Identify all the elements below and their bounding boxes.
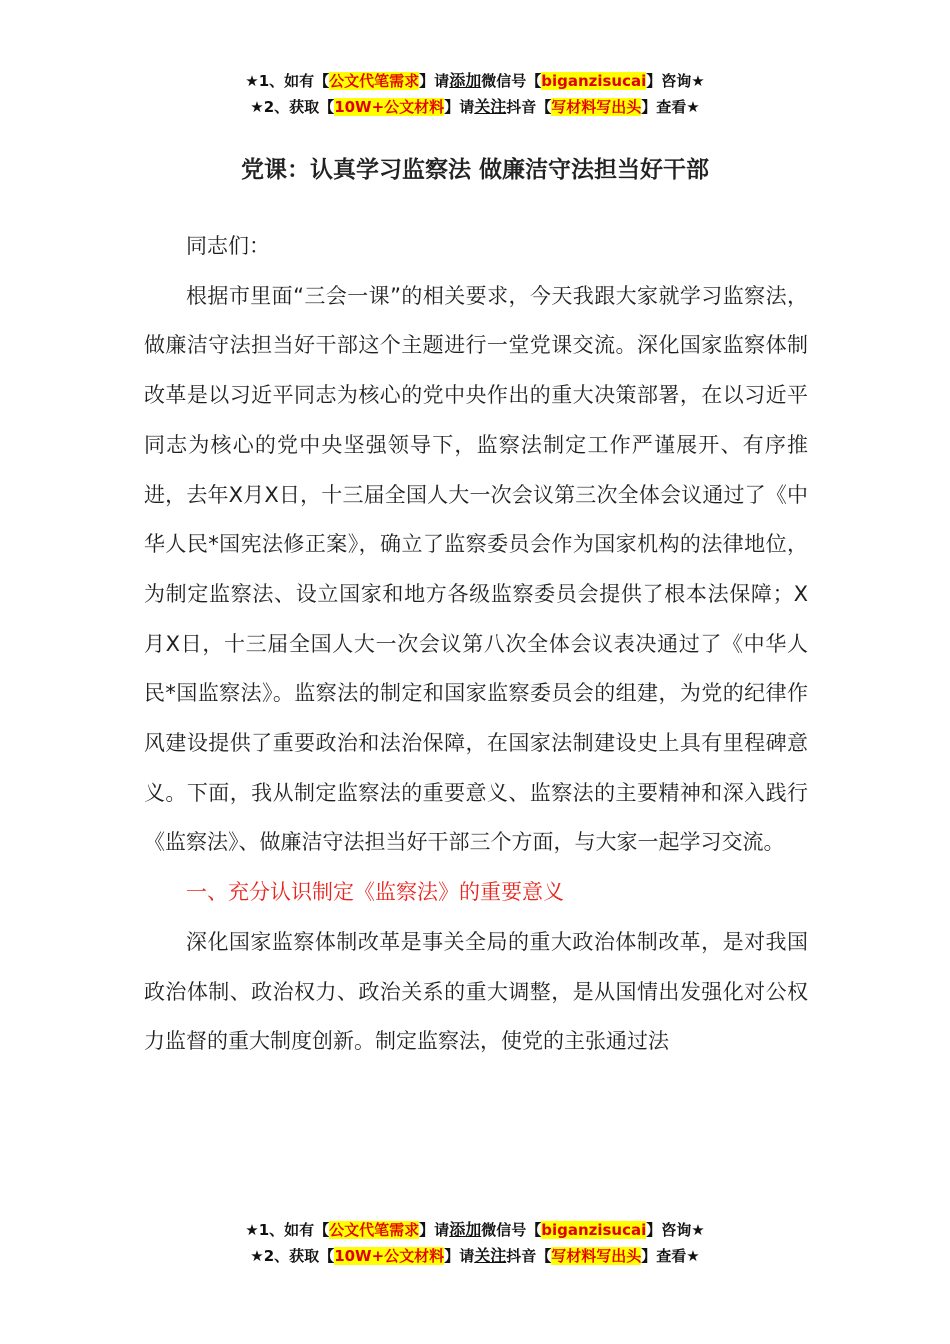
promo-text: 】请 (444, 1247, 475, 1265)
body-paragraph-1: 根据市里面“三会一课”的相关要求，今天我跟大家就学习监察法，做廉洁守法担当好干部这个主题进行一堂党课交流。深化国家监察体制改革是以习近平同志为核心的党中央作出的重大决策部署，在以习近平同志为核心的党中央坚强领导下，监察法制定工作严谨展开、有序推进，去年X月X日，十三届全国人大一次会议第三次全体会议通过了《中华人民*国宪法修正案》，确立了监察委员会作为国家机构的法律地位，为制定监察法、设立国家和地方各级监察委员会提供了根本法保障；X月X日，十三届全国人大一次会议第八次全体会议表决通过了《中华人民*国监察法》。监察法的制定和国家监察委员会的组建，为党的纪律作风建设提供了重要政治和法治保障，在国家法制建设史上具有里程碑意义。下面，我从制定监察法的重要意义、监察法的主要精神和深入践行《监察法》、做廉洁守法担当好干部三个方面，与大家一起学习交流。 (144, 283, 808, 855)
body-paragraph-2: 深化国家监察体制改革是事关全局的重大政治体制改革，是对我国政治体制、政治权力、政治关系的重大调整，是从国情出发强化对公权力监督的重大制度创新。制定监察法，使党的主张通过法 (144, 929, 808, 1054)
promo-line-1 (0, 1217, 950, 1243)
promo-highlight: 公文代笔需求 (329, 72, 420, 90)
promo-highlight: 写材料写出头 (551, 98, 642, 116)
promo-highlight: biganzisucai (541, 1221, 647, 1239)
promo-emphasis: 添加 (449, 71, 482, 90)
promo-text: 】咨询★ (646, 1221, 705, 1239)
promo-text: ★1、如有【 (245, 72, 330, 90)
promo-line-1 (0, 68, 950, 94)
promo-text: ★2、获取【 (250, 1247, 335, 1265)
promo-text: 】请 (419, 72, 450, 90)
promo-emphasis: 添加 (449, 1220, 482, 1239)
section-heading-1: 一、充分认识制定《监察法》的重要意义 (186, 880, 564, 905)
salutation: 同志们： (186, 234, 270, 258)
promo-text: 】请 (444, 98, 475, 116)
promo-banner-bottom (0, 1217, 950, 1269)
promo-text: 微信号【 (481, 1221, 542, 1239)
promo-line-2 (0, 94, 950, 120)
promo-text: 微信号【 (481, 72, 542, 90)
document-body (144, 222, 808, 1067)
promo-text: 】请 (419, 1221, 450, 1239)
promo-text: ★1、如有【 (245, 1221, 330, 1239)
document-title: 党课：认真学习监察法 做廉洁守法担当好干部 (240, 157, 709, 183)
promo-text: 抖音【 (506, 1247, 552, 1265)
promo-emphasis: 关注 (474, 1246, 507, 1265)
promo-highlight: 公文代笔需求 (329, 1221, 420, 1239)
promo-text: 】咨询★ (646, 72, 705, 90)
promo-highlight: 写材料写出头 (551, 1247, 642, 1265)
promo-text: 】查看★ (641, 98, 700, 116)
promo-emphasis: 关注 (474, 97, 507, 116)
promo-text: ★2、获取【 (250, 98, 335, 116)
promo-text: 】查看★ (641, 1247, 700, 1265)
promo-highlight: 10W+公文材料 (334, 1247, 445, 1265)
promo-highlight: biganzisucai (541, 72, 647, 90)
promo-text: 抖音【 (506, 98, 552, 116)
promo-highlight: 10W+公文材料 (334, 98, 445, 116)
promo-banner-top (0, 68, 950, 120)
promo-line-2 (0, 1243, 950, 1269)
